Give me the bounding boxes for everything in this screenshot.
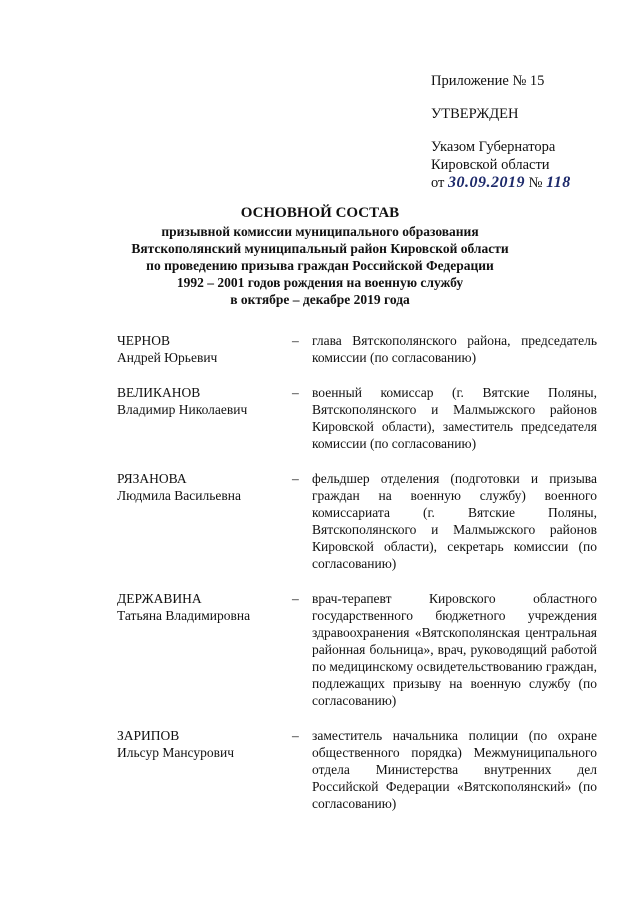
member-given-name: Андрей Юрьевич bbox=[117, 350, 218, 365]
title-line: 1992 – 2001 годов рождения на военную службу bbox=[176, 275, 464, 290]
decree-line-2: Кировской области bbox=[431, 157, 550, 173]
member-role: военный комиссар (г. Вятские Поляны, Вятскополянского и Малмыжского районов Кировской области), заместитель председателя комиссии (по согласованию) bbox=[312, 385, 597, 451]
member-given-name: Татьяна Владимировна bbox=[117, 608, 251, 623]
member-role: врач-терапевт Кировского областного государственного бюджетного учреждения здравоохранения «Вятскополянская центральная районная больница», врач, руководящий работой по медицинскому освидетельствованию граждан, подлежащих призыву на военную службу (по согласованию) bbox=[312, 591, 597, 708]
decree-line-1: Указом Губернатора bbox=[431, 139, 556, 155]
dash: – bbox=[292, 728, 299, 743]
dash: – bbox=[292, 333, 299, 348]
approved-label: УТВЕРЖДЕН bbox=[431, 106, 519, 122]
member-surname: ЧЕРНОВ bbox=[117, 333, 171, 348]
member-surname: ДЕРЖАВИНА bbox=[117, 591, 202, 606]
member-row bbox=[117, 470, 597, 572]
member-row bbox=[117, 332, 597, 366]
dash: – bbox=[292, 591, 299, 606]
member-given-name: Людмила Васильевна bbox=[117, 488, 241, 503]
member-name bbox=[117, 727, 292, 812]
member-name bbox=[117, 590, 292, 709]
title-line: в октябре – декабре 2019 года bbox=[230, 292, 410, 307]
member-surname: ЗАРИПОВ bbox=[117, 728, 180, 743]
member-role: заместитель начальника полиции (по охране общественного порядка) Межмуниципального отдела Министерства внутренних дел Российской Федерации «Вятскополянский» (по согласованию) bbox=[312, 728, 597, 811]
approval-block bbox=[431, 72, 631, 192]
members-list bbox=[117, 332, 597, 830]
member-surname: ВЕЛИКАНОВ bbox=[117, 385, 201, 400]
decree-date-line bbox=[431, 174, 631, 192]
handwritten-date: 30.09.2019 bbox=[448, 174, 526, 191]
member-role: фельдшер отделения (подготовки и призыва граждан на военную службу) военного комиссариата (г. Вятские Поляны, Вятскополянского и Малмыжского районов Кировской области), секретарь комиссии (по согласованию) bbox=[312, 471, 597, 571]
dash: – bbox=[292, 385, 299, 400]
member-name bbox=[117, 384, 292, 452]
handwritten-number: 118 bbox=[546, 174, 571, 191]
title-line: Вятскополянский муниципальный район Кировской области bbox=[131, 241, 509, 256]
member-name bbox=[117, 470, 292, 572]
appendix-number: Приложение № 15 bbox=[431, 73, 545, 89]
member-role: глава Вятскополянского района, председатель комиссии (по согласованию) bbox=[312, 333, 597, 365]
member-row bbox=[117, 590, 597, 709]
date-prefix: от bbox=[431, 175, 445, 191]
title-main: ОСНОВНОЙ СОСТАВ bbox=[240, 205, 400, 221]
title-line: призывной комиссии муниципального образования bbox=[161, 224, 479, 239]
dash: – bbox=[292, 471, 299, 486]
document-title bbox=[0, 203, 640, 308]
member-row bbox=[117, 384, 597, 452]
member-name bbox=[117, 332, 292, 366]
member-given-name: Владимир Николаевич bbox=[117, 402, 248, 417]
title-line: по проведению призыва граждан Российской Федерации bbox=[146, 258, 494, 273]
number-prefix: № bbox=[528, 175, 543, 191]
member-surname: РЯЗАНОВА bbox=[117, 471, 187, 486]
member-row bbox=[117, 727, 597, 812]
member-given-name: Ильсур Мансурович bbox=[117, 745, 235, 760]
